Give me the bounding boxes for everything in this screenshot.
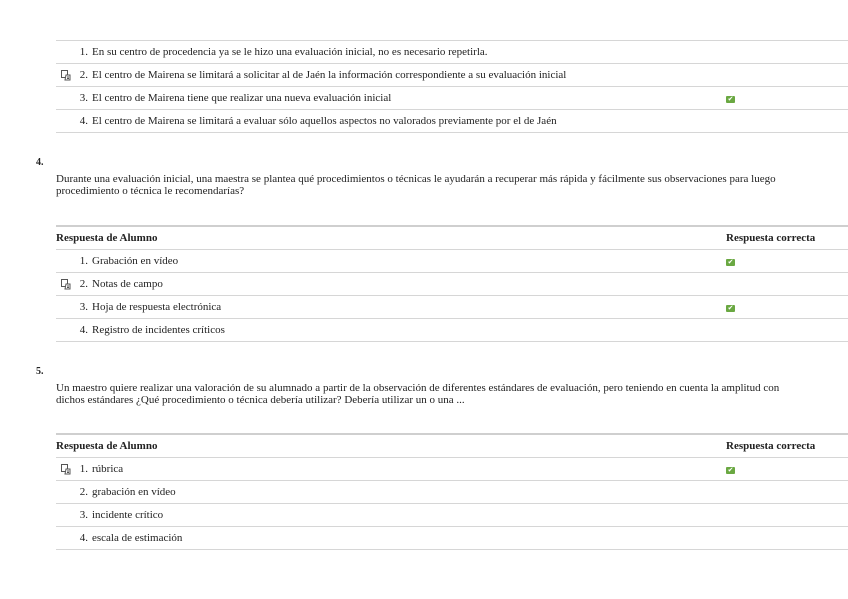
- header-student-answer: Respuesta de Alumno: [56, 226, 726, 250]
- table-row: 4. Registro de incidentes críticos: [56, 319, 848, 342]
- check-icon: ✔: [727, 258, 734, 266]
- q5-answer-table: [56, 433, 848, 550]
- check-icon: ✔: [727, 95, 734, 103]
- q4-answer-table: [56, 225, 848, 342]
- answer-text: Grabación en vídeo: [92, 255, 179, 267]
- table-row: 1. rúbrica ✔: [56, 458, 848, 481]
- table-row: 2. Notas de campo: [56, 273, 848, 296]
- table-row: 2. El centro de Mairena se limitará a solicitar al de Jaén la información correspondiente a su evaluación inicial: [56, 64, 848, 87]
- check-icon: ✔: [727, 466, 734, 474]
- header-correct-answer: Respuesta correcta: [726, 226, 848, 250]
- question-text: Un maestro quiere realizar una valoración de su alumnado a partir de la observación de diferentes estándares de evaluación, pero teniendo en cuenta la amplitud con dichos estándares ¿Qué procedimiento o técnica debería utilizar? Debería utilizar un o una ...: [56, 382, 780, 406]
- answer-text: Hoja de respuesta electrónica: [92, 301, 222, 313]
- table-row: 1. En su centro de procedencia ya se le hizo una evaluación inicial, no es necesario repetirla.: [56, 41, 848, 64]
- table-header-row: [56, 226, 848, 250]
- table-header-row: [56, 434, 848, 458]
- table-row: 3. incidente crítico: [56, 504, 848, 527]
- answer-text: rúbrica: [92, 463, 124, 475]
- answer-text: grabación en vídeo: [92, 486, 176, 498]
- answer-text: escala de estimación: [92, 532, 183, 544]
- selected-answer-icon: [56, 278, 74, 290]
- q3-answer-table: [56, 40, 848, 133]
- table-row: 1. Grabación en vídeo ✔: [56, 250, 848, 273]
- header-correct-answer: Respuesta correcta: [726, 434, 848, 458]
- answer-text: El centro de Mairena se limitará a solicitar al de Jaén la información correspondiente a su evaluación inicial: [92, 69, 567, 81]
- table-row: 4. El centro de Mairena se limitará a evaluar sólo aquellos aspectos no valorados previamente por el de Jaén: [56, 110, 848, 133]
- question-text: Durante una evaluación inicial, una maestra se plantea qué procedimientos o técnicas le ayudarán a recuperar más rápida y fácilmente sus observaciones para luego procedimiento o técnica le recomendarías?: [56, 173, 776, 197]
- question-number: 5.: [36, 366, 44, 377]
- selected-answer-icon: [56, 69, 74, 81]
- table-row: 3. Hoja de respuesta electrónica ✔: [56, 296, 848, 319]
- header-student-answer: Respuesta de Alumno: [56, 434, 726, 458]
- answer-text: El centro de Mairena se limitará a evaluar sólo aquellos aspectos no valorados previamente por el de Jaén: [92, 115, 557, 127]
- answer-text: incidente crítico: [92, 509, 164, 521]
- answer-text: En su centro de procedencia ya se le hizo una evaluación inicial, no es necesario repetirla.: [92, 46, 488, 58]
- selected-answer-icon: [56, 463, 74, 475]
- table-row: 4. escala de estimación: [56, 527, 848, 550]
- table-row: 3. El centro de Mairena tiene que realizar una nueva evaluación inicial ✔: [56, 87, 848, 110]
- answer-text: Notas de campo: [92, 278, 163, 290]
- table-row: 2. grabación en vídeo: [56, 481, 848, 504]
- question-number: 4.: [36, 157, 44, 168]
- answer-text: Registro de incidentes críticos: [92, 324, 225, 336]
- check-icon: ✔: [727, 304, 734, 312]
- answer-text: El centro de Mairena tiene que realizar una nueva evaluación inicial: [92, 92, 392, 104]
